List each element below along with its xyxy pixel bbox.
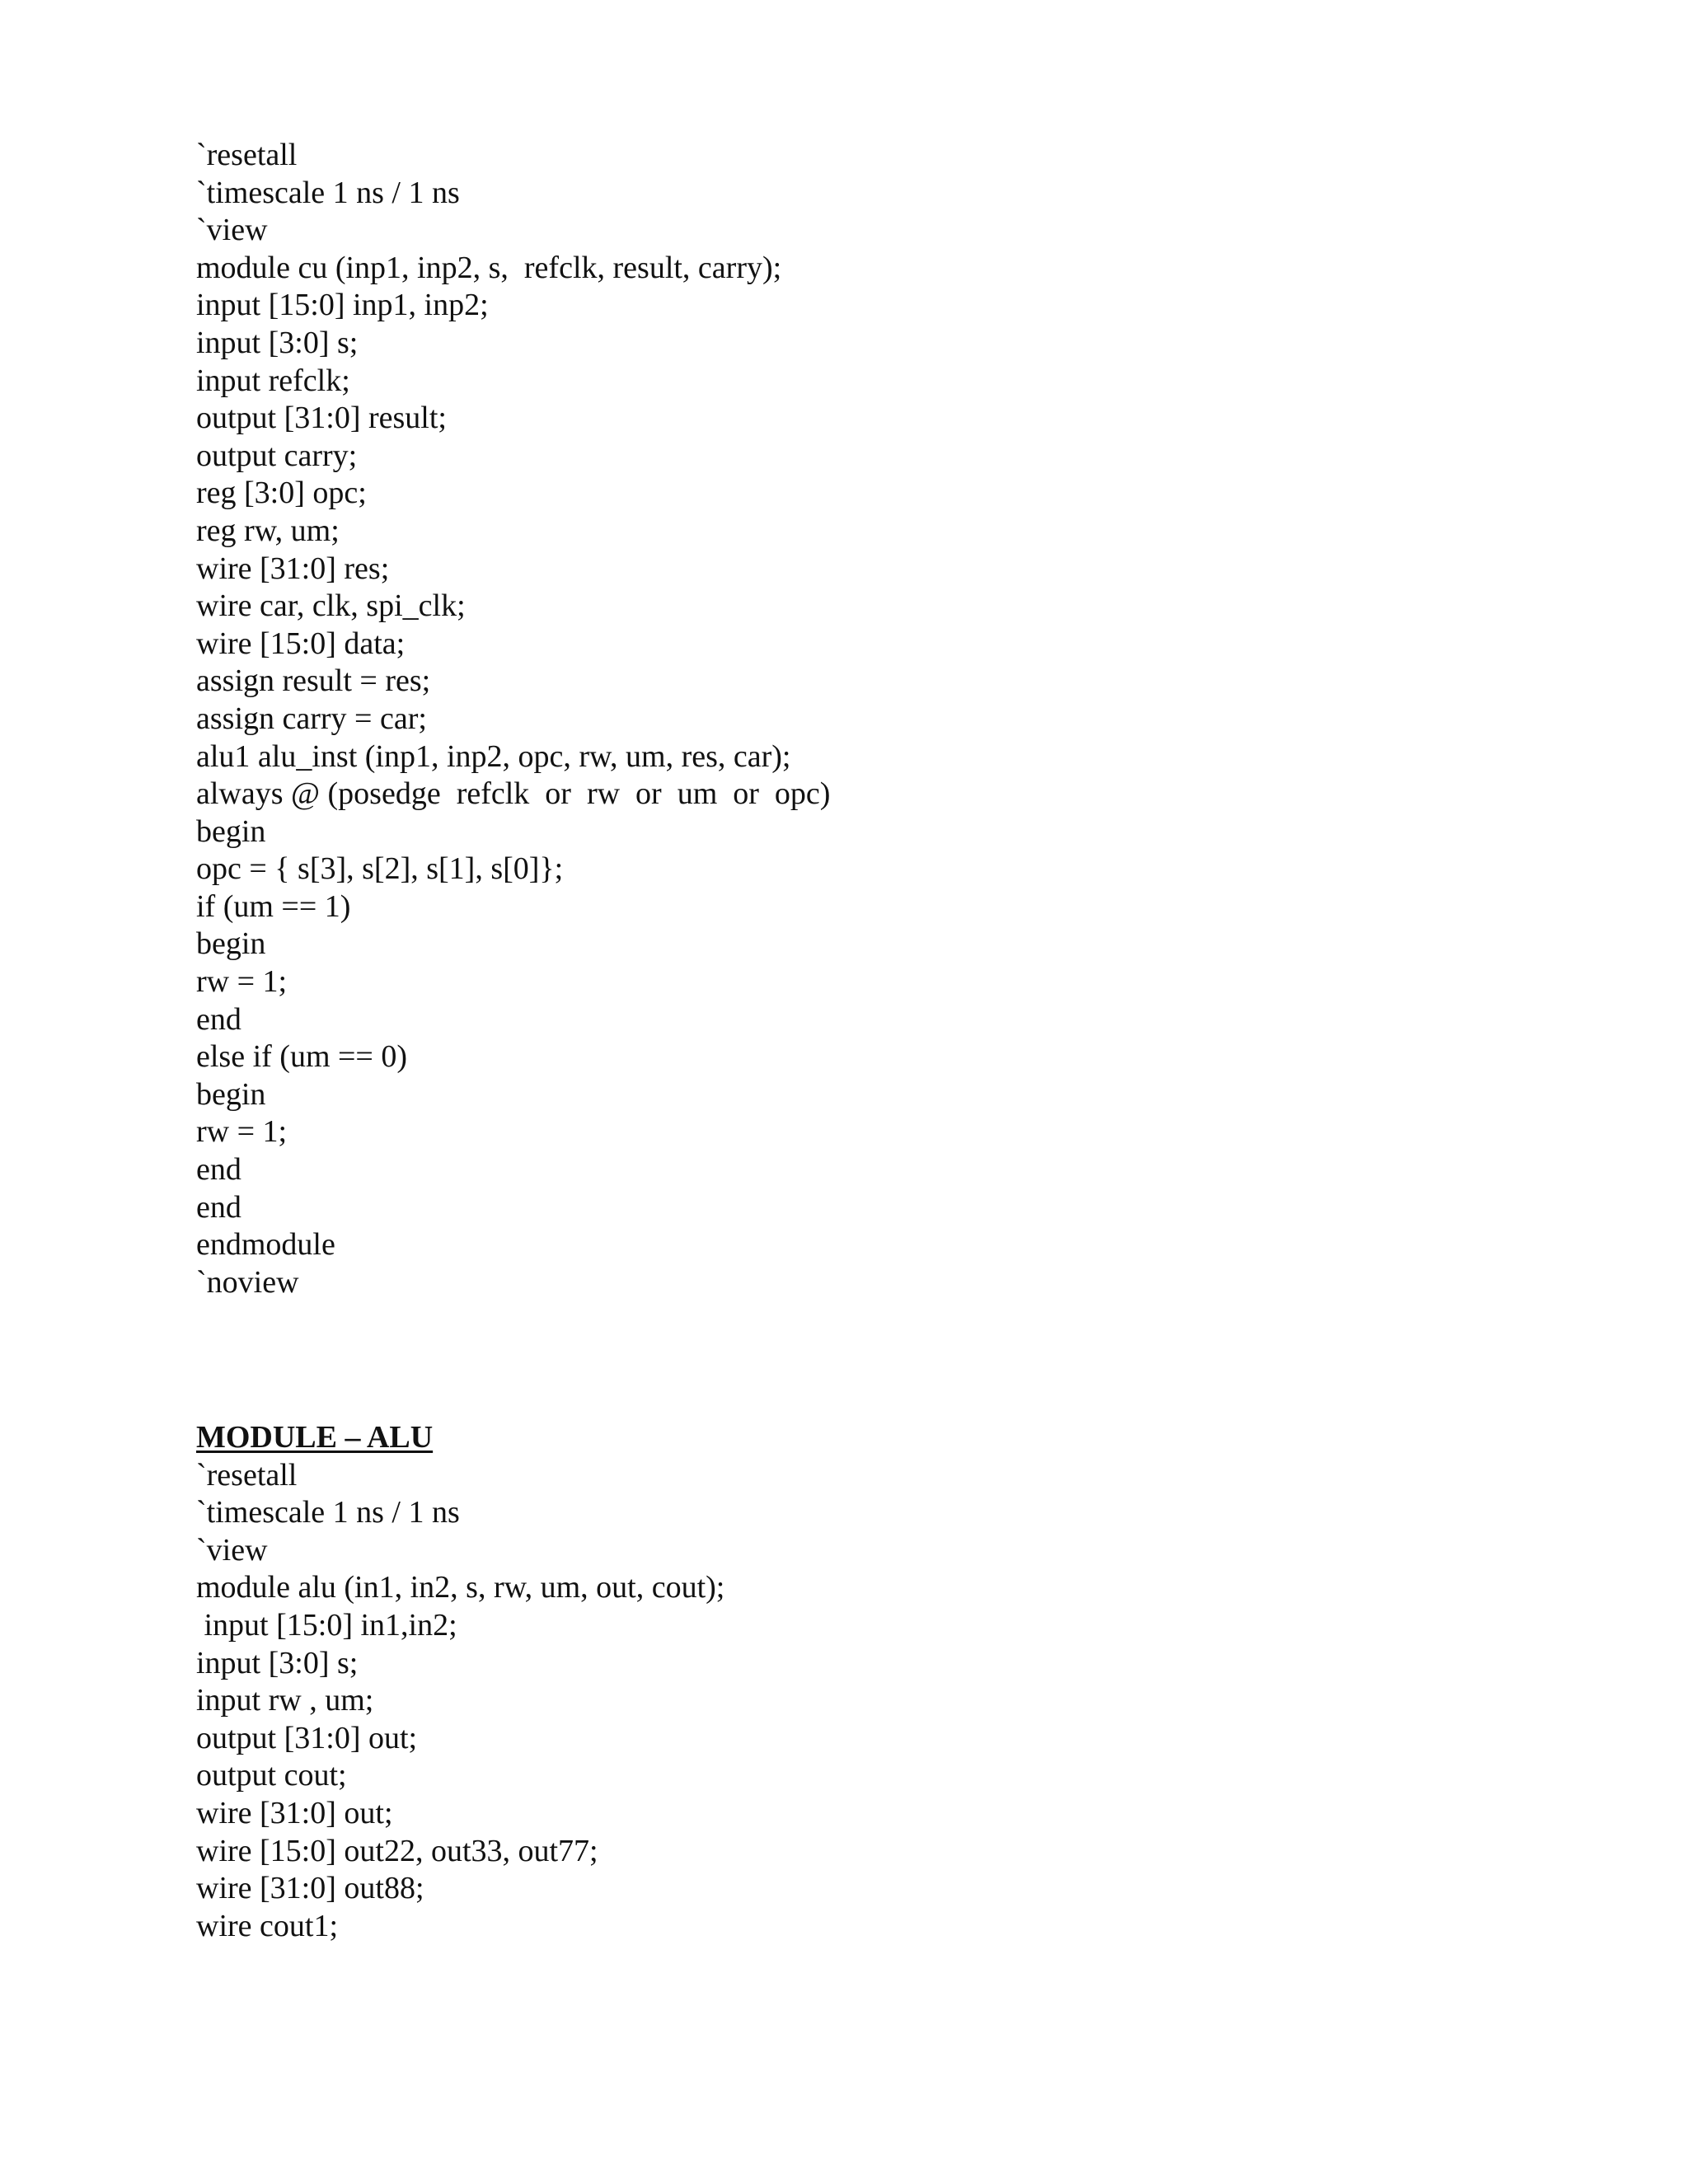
code-line: reg [3:0] opc; <box>196 476 367 511</box>
code-line: `noview <box>196 1264 299 1300</box>
code-line: rw = 1; <box>196 964 288 1000</box>
code-line: always @ (posedge refclk or rw or um or opc) <box>196 776 831 812</box>
code-line: begin <box>196 1076 266 1112</box>
code-line: `view <box>196 213 268 248</box>
code-line: output cout; <box>196 1758 347 1793</box>
code-line: wire [15:0] data; <box>196 626 406 661</box>
code-line: begin <box>196 926 266 962</box>
module-cu-code-block <box>196 137 1432 1301</box>
code-line: end <box>196 1189 241 1225</box>
code-line: wire car, clk, spi_clk; <box>196 588 466 624</box>
code-line: rw = 1; <box>196 1114 288 1150</box>
code-line: wire [15:0] out22, out33, out77; <box>196 1833 598 1868</box>
code-line: `timescale 1 ns / 1 ns <box>196 1495 460 1530</box>
code-line: wire [31:0] res; <box>196 551 390 586</box>
code-line: module alu (in1, in2, s, rw, um, out, cout); <box>196 1570 725 1605</box>
code-line: if (um == 1) <box>196 888 351 924</box>
code-line: opc = { s[3], s[2], s[1], s[0]}; <box>196 851 564 887</box>
code-line: else if (um == 0) <box>196 1039 408 1075</box>
code-line: reg rw, um; <box>196 513 340 548</box>
code-line: begin <box>196 813 266 849</box>
code-line: input [3:0] s; <box>196 325 359 360</box>
code-line: `resetall <box>196 1457 298 1493</box>
code-line: wire [31:0] out; <box>196 1795 393 1830</box>
code-line: end <box>196 1001 241 1037</box>
module-alu-code-block <box>196 1419 1432 1945</box>
code-line: endmodule <box>196 1227 335 1263</box>
code-line: input [15:0] inp1, inp2; <box>196 288 489 323</box>
code-line: wire cout1; <box>196 1908 339 1943</box>
code-line: output [31:0] out; <box>196 1720 418 1755</box>
section-heading: MODULE – ALU <box>196 1420 434 1455</box>
code-line: module cu (inp1, inp2, s, refclk, result, carry); <box>196 250 782 285</box>
code-line: end <box>196 1152 241 1188</box>
code-line: input refclk; <box>196 363 350 398</box>
code-line: output [31:0] result; <box>196 401 447 436</box>
code-line: input [15:0] in1,in2; <box>196 1607 457 1643</box>
code-line: wire [31:0] out88; <box>196 1871 424 1906</box>
code-line: input [3:0] s; <box>196 1645 359 1680</box>
code-line: assign carry = car; <box>196 701 427 736</box>
code-line: assign result = res; <box>196 663 431 699</box>
code-line: alu1 alu_inst (inp1, inp2, opc, rw, um, res, car); <box>196 738 791 774</box>
code-line: `view <box>196 1532 268 1568</box>
code-line: input rw , um; <box>196 1683 374 1718</box>
code-line: output carry; <box>196 438 358 473</box>
code-line: `timescale 1 ns / 1 ns <box>196 175 460 210</box>
code-line: `resetall <box>196 138 298 172</box>
